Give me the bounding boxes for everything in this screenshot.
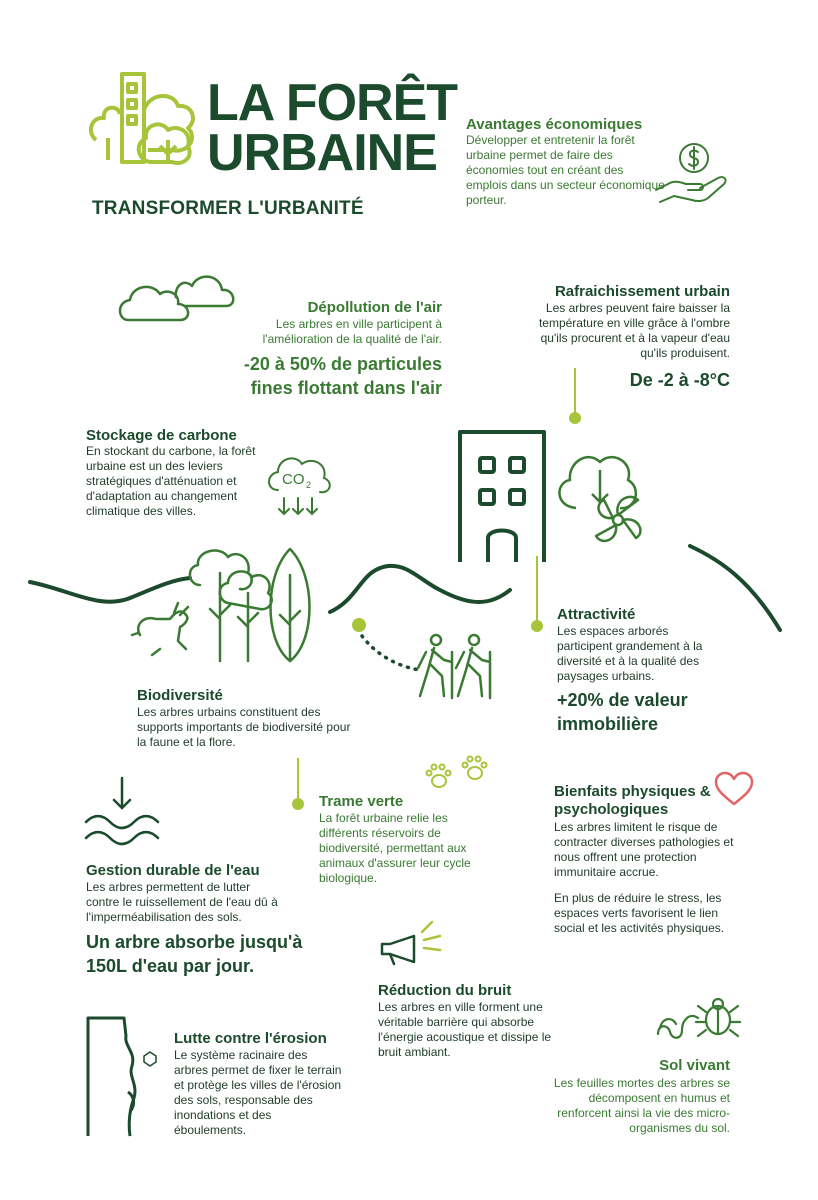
trame-text: La forêt urbaine relie les différents réservoirs de biodiversité, permettant aux animaux d'assurer leur cycle biologique. xyxy=(319,811,471,885)
stockage-text: En stockant du carbone, la forêt urbaine est un des leviers stratégiques d'atténuation et d'adaptation au changement climatique des villes. xyxy=(86,444,256,518)
depollution-title: Dépollution de l'air xyxy=(307,299,442,316)
co2-label: CO xyxy=(282,471,305,488)
bienfaits-text1: Les arbres limitent le risque de contracter diverses pathologies et nous offrent une protection immunitaire accrue. xyxy=(554,820,734,879)
bienfaits-text2: En plus de réduire le stress, les espaces verts favorisent le lien social et les activités physiques. xyxy=(554,891,725,935)
eau-text: Les arbres permettent de lutter contre le ruissellement de l'eau dû à l'imperméabilisation des sols. xyxy=(86,880,278,924)
avantages-title: Avantages économiques xyxy=(466,116,643,133)
attractivite-stat: +20% de valeur immobilière xyxy=(557,690,688,734)
depollution-text: Les arbres en ville participent à l'amélioration de la qualité de l'air. xyxy=(262,317,442,346)
erosion-title: Lutte contre l'érosion xyxy=(174,1030,327,1047)
biodiversite-text: Les arbres urbains constituent des supports importants de biodiversité pour la faune et la flore. xyxy=(137,705,351,749)
title-line2: URBAINE xyxy=(207,124,437,182)
cliff-icon xyxy=(84,1012,164,1142)
depollution-stat: -20 à 50% de particules fines flottant dans l'air xyxy=(243,354,442,398)
bruit-title: Réduction du bruit xyxy=(378,982,512,999)
erosion-text: Le système racinaire des arbres permet de fixer le terrain et protège les villes de l'érosion des sols, responsable des inondations et des éboulements. xyxy=(174,1048,342,1137)
megaphone-icon xyxy=(378,918,448,968)
hikers-icon xyxy=(412,632,502,702)
page-subtitle: TRANSFORMER L'URBANITÉ xyxy=(92,198,364,219)
avantages-text: Développer et entretenir la forêt urbaine permet de faire des économies tout en créant des emplois dans un secteur économique porteur. xyxy=(466,133,665,207)
connector-rafraichissement xyxy=(570,368,580,428)
connector-attractivite xyxy=(530,556,544,636)
sol-text: Les feuilles mortes des arbres se décomposent en humus et renforcent ainsi la vie des micro-organismes du sol. xyxy=(553,1076,730,1135)
rafraichissement-title: Rafraichissement urbain xyxy=(554,283,730,300)
forest-logo-icon xyxy=(88,70,208,180)
rafraichissement-text: Les arbres peuvent faire baisser la température en ville grâce à l'ombre qu'ils procurent et à la vapeur d'eau qu'ils produisent. xyxy=(538,301,730,360)
stockage-title: Stockage de carbone xyxy=(86,427,237,444)
eau-title: Gestion durable de l'eau xyxy=(86,862,260,879)
sol-title: Sol vivant xyxy=(659,1057,730,1074)
biodiversite-title: Biodiversité xyxy=(137,687,223,704)
bruit-text: Les arbres en ville forment une véritable barrière qui absorbe l'énergie acoustique et dissipe le bruit ambiant. xyxy=(378,1000,552,1059)
connector-trame xyxy=(291,758,305,818)
co2-subscript: 2 xyxy=(306,480,312,490)
title-line1: LA FORÊT xyxy=(207,74,458,132)
paw-prints-icon xyxy=(425,755,495,795)
co2-cloud-icon xyxy=(266,450,336,520)
heart-icon xyxy=(714,772,754,808)
eau-stat: Un arbre absorbe jusqu'à 150L d'eau par jour. xyxy=(86,932,303,976)
attractivite-text: Les espaces arborés participent grandement à la diversité et à la qualité des paysages urbains. xyxy=(557,624,703,683)
rafraichissement-stat: De -2 à -8°C xyxy=(629,370,730,390)
water-waves-icon xyxy=(84,776,174,846)
rabbit-trees-icon xyxy=(130,545,330,665)
attractivite-title: Attractivité xyxy=(557,606,636,623)
money-hand-icon xyxy=(654,140,734,210)
bienfaits-title: Bienfaits physiques & psychologiques xyxy=(554,783,711,818)
trame-title: Trame verte xyxy=(319,793,404,810)
worm-beetle-icon xyxy=(654,994,744,1044)
